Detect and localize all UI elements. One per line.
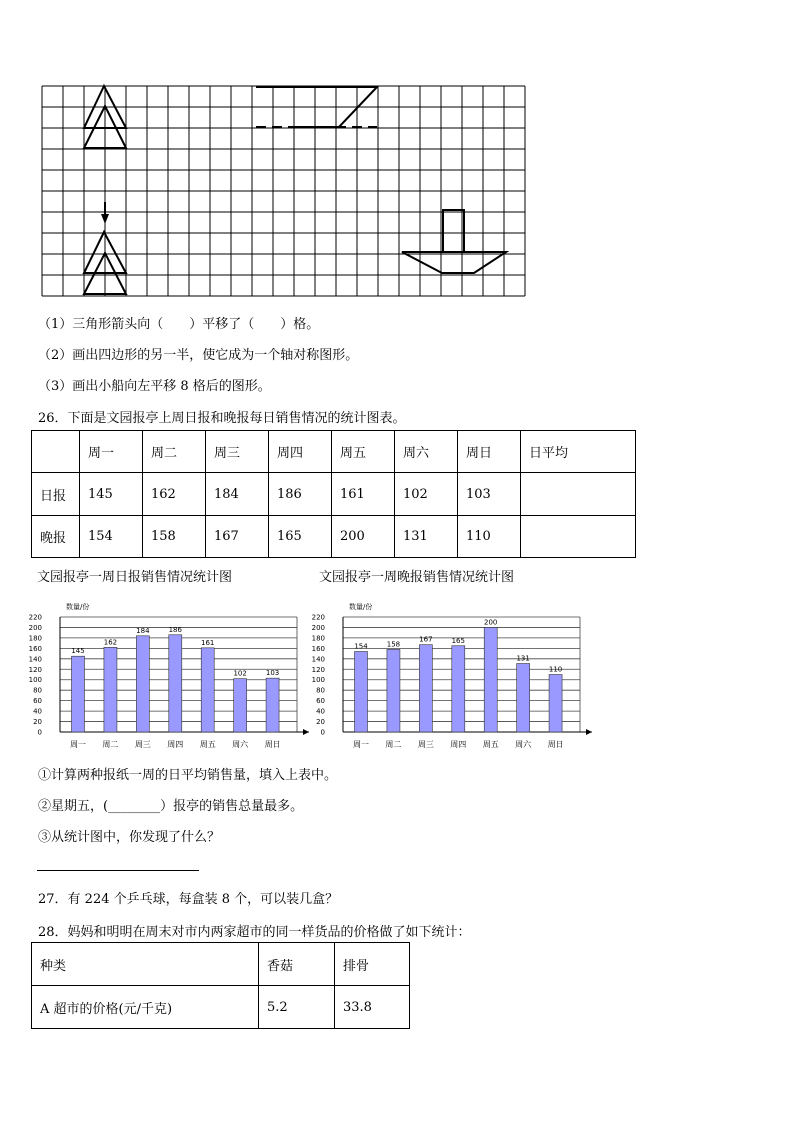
data-label: 186 [168,625,182,634]
translation-arrow-icon [101,202,109,224]
header-cell: 香菇 [259,943,335,986]
bar [355,652,368,733]
question-26-sub-2: ②星期五，(________）报亭的销售总量最多。 [38,799,304,814]
supermarket-price-table [31,942,410,1029]
question-26-sub-1: ①计算两种报纸一周的日平均销售量，填入上表中。 [38,768,338,783]
header-cell: 周日 [458,431,521,473]
data-label: 184 [136,626,150,635]
bar [169,635,182,732]
row-label: 日报 [32,473,80,516]
chart-title-daily: 文园报亭一周日报销售情况统计图 [37,570,233,585]
table-cell: 33.8 [335,986,410,1029]
header-cell: 周三 [206,431,269,473]
table-cell: 165 [269,516,332,558]
y-tick-label: 200 [311,623,325,632]
table-cell: 158 [143,516,206,558]
daily-newspaper-bar-chart [30,595,315,755]
bar [104,647,117,732]
x-tick-label: 周日 [547,740,564,749]
table-row [32,986,410,1029]
data-label: 200 [484,618,498,627]
row-label: A 超市的价格(元/千克) [32,986,259,1029]
y-tick-label: 60 [33,697,42,706]
y-tick-label: 200 [28,623,42,632]
data-label: 110 [548,665,563,674]
row-label: 晚报 [32,516,80,558]
y-tick-label: 140 [311,655,325,664]
x-tick-label: 周五 [199,740,216,749]
y-tick-label: 20 [316,718,325,727]
data-label: 102 [233,669,247,678]
header-cell: 周二 [143,431,206,473]
y-tick-label: 40 [33,707,42,716]
x-tick-label: 周日 [264,740,281,749]
average-answer-cell[interactable] [521,516,636,558]
table-cell: 102 [395,473,458,516]
evening-newspaper-bar-chart [313,595,603,755]
y-tick-label: 80 [33,686,42,695]
x-tick-label: 周六 [515,740,532,749]
y-tick-label: 220 [28,613,42,622]
bar [234,679,247,732]
table-cell: 184 [206,473,269,516]
y-tick-label: 100 [311,676,325,685]
x-axis-arrow-icon [303,729,309,735]
data-label: 145 [71,647,85,656]
x-tick-label: 周三 [417,740,434,749]
header-cell: 周五 [332,431,395,473]
grid-question-3: （3）画出小船向左平移 8 格后的图形。 [38,379,271,394]
data-label: 154 [354,642,368,651]
table-row [32,473,636,516]
header-cell: 周四 [269,431,332,473]
table-cell: 154 [80,516,143,558]
x-tick-label: 周二 [102,740,119,749]
y-axis-label: 数量/份 [349,603,373,611]
y-tick-label: 60 [316,697,325,706]
bar [201,648,214,732]
bar [72,656,85,732]
x-tick-label: 周一 [353,740,369,749]
x-tick-label: 周一 [70,740,86,749]
data-label: 131 [516,654,530,663]
table-cell: 186 [269,473,332,516]
boat-shape [402,210,506,273]
x-tick-label: 周五 [482,740,499,749]
grid-figure [40,84,532,298]
bar [549,675,562,733]
table-cell: 131 [395,516,458,558]
y-tick-label: 120 [28,665,42,674]
y-tick-label: 40 [316,707,325,716]
y-tick-label: 160 [311,644,325,653]
bar [452,646,465,732]
x-tick-label: 周二 [385,740,402,749]
y-tick-label: 120 [311,665,325,674]
bar [387,649,400,732]
x-axis-arrow-icon [586,729,592,735]
average-answer-cell[interactable] [521,473,636,516]
table-cell: 110 [458,516,521,558]
y-tick-label: 160 [28,644,42,653]
data-label: 161 [201,638,215,647]
y-tick-label: 20 [33,718,42,727]
data-label: 162 [103,638,118,647]
question-26-title: 26．下面是文园报亭上周日报和晚报每日销售情况的统计图表。 [38,411,406,426]
table-row [32,516,636,558]
table-cell: 145 [80,473,143,516]
x-tick-label: 周六 [232,740,249,749]
data-label: 167 [419,635,433,644]
y-tick-label: 0 [37,728,42,737]
header-cell: 排骨 [335,943,410,986]
header-cell: 日平均 [521,431,636,473]
bar [517,664,530,732]
y-tick-label: 180 [28,634,42,643]
header-cell [32,431,80,473]
header-cell: 周一 [80,431,143,473]
x-tick-label: 周三 [134,740,151,749]
header-cell: 周六 [395,431,458,473]
bar [419,645,432,732]
y-axis-label: 数量/份 [66,603,90,611]
x-tick-label: 周四 [167,740,184,749]
data-label: 165 [451,636,465,645]
table-cell: 103 [458,473,521,516]
question-27: 27．有 224 个乒乓球，每盒装 8 个，可以装几盒？ [38,892,339,907]
header-cell: 种类 [32,943,259,986]
y-tick-label: 180 [311,634,325,643]
question-26-sub-3: ③从统计图中，你发现了什么？ [38,830,221,845]
bar [266,678,279,732]
table-cell: 200 [332,516,395,558]
data-label: 103 [265,669,280,678]
table-cell: 162 [143,473,206,516]
y-tick-label: 220 [311,613,325,622]
table-cell: 161 [332,473,395,516]
y-tick-label: 0 [320,728,325,737]
y-tick-label: 140 [28,655,42,664]
table-cell: 5.2 [259,986,335,1029]
question-28: 28．妈妈和明明在周末对市内两家超市的同一样货品的价格做了如下统计： [38,925,471,940]
y-tick-label: 100 [28,676,42,685]
grid-question-2: （2）画出四边形的另一半，使它成为一个轴对称图形。 [38,348,359,363]
answer-line[interactable] [37,870,199,871]
bar [484,627,497,732]
data-label: 158 [386,640,401,649]
chart-title-evening: 文园报亭一周晚报销售情况统计图 [319,570,515,585]
newspaper-sales-table [31,430,636,558]
table-cell: 167 [206,516,269,558]
y-tick-label: 80 [316,686,325,695]
x-tick-label: 周四 [450,740,467,749]
bar [136,636,149,732]
grid-question-1: （1）三角形箭头向（ ）平移了（ ）格。 [38,317,320,332]
